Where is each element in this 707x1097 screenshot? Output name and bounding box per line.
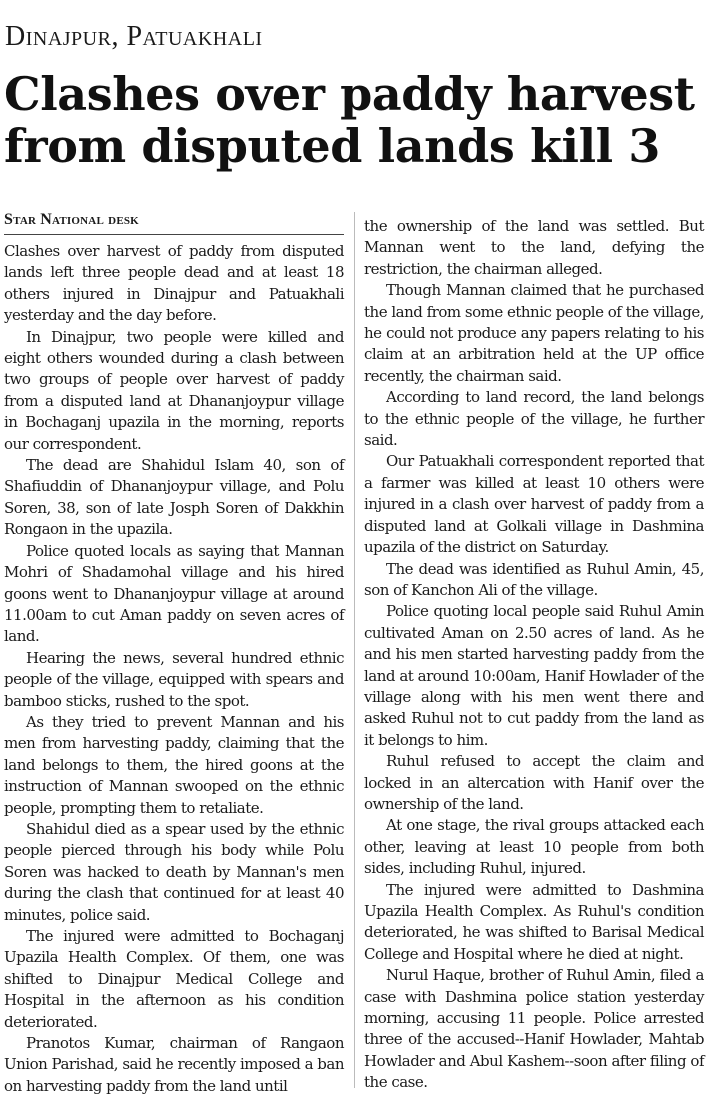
- column-divider: [354, 212, 355, 1088]
- article-column-left: [4, 210, 344, 1097]
- paragraph: The dead was identified as Ruhul Amin, 45, son of Kanchon Ali of the village.: [364, 559, 704, 599]
- paragraph: Though Mannan claimed that he purchased the land from some ethnic people of the village, he could not produce any papers relating to his claim at an arbitration held at the UP office recently, the chairman said.: [364, 281, 704, 385]
- headline: [4, 68, 704, 172]
- paragraph: Police quoting local people said Ruhul Amin cultivated Aman on 2.50 acres of land. As he and his men started harvesting paddy from the land at around 10:00am, Hanif Howlader of the village along with his men went there and asked Ruhul not to cut paddy from the land as it belongs to him.: [364, 602, 704, 749]
- paragraph: Nurul Haque, brother of Ruhul Amin, filed a case with Dashmina police station yesterday morning, accusing 11 people. Police arrested three of the accused--Hanif Howlader, Mahtab Howlader and Abul Kashem--soon after filing of the case.: [364, 966, 704, 1092]
- article-column-right: [364, 216, 704, 1094]
- byline: Star National desk: [4, 210, 344, 235]
- dateline: Dinajpur, Patuakhali: [5, 21, 263, 52]
- paragraph: Hearing the news, several hundred ethnic people of the village, equipped with spears and bamboo sticks, rushed to the spot.: [4, 648, 344, 710]
- headline-line-2: from disputed lands kill 3: [4, 119, 660, 173]
- headline-line-1: Clashes over paddy harvest: [4, 67, 695, 121]
- paragraph: At one stage, the rival groups attacked each other, leaving at least 10 people from both sides, including Ruhul, injured.: [364, 816, 704, 878]
- paragraph: The injured were admitted to Dashmina Upazila Health Complex. As Ruhul's condition deteriorated, he was shifted to Barisal Medical College and Hospital where he died at night.: [364, 880, 704, 963]
- paragraph: Pranotos Kumar, chairman of Rangaon Union Parishad, said he recently imposed a ban on harvesting paddy from the land until: [4, 1034, 345, 1095]
- paragraph: Police quoted locals as saying that Mannan Mohri of Shadamohal village and his hired goons went to Dhananjoypur village at around 11.00am to cut Aman paddy on seven acres of land.: [4, 541, 344, 646]
- paragraph: According to land record, the land belongs to the ethnic people of the village, he further said.: [364, 388, 704, 450]
- paragraph: The dead are Shahidul Islam 40, son of Shafiuddin of Dhananjoypur village, and Polu Soren, 38, son of late Josph Soren of Dakkhin Rongaon in the upazila.: [4, 456, 344, 539]
- paragraph: Ruhul refused to accept the claim and locked in an altercation with Hanif over the ownership of the land.: [364, 752, 704, 813]
- paragraph: the ownership of the land was settled. But Mannan went to the land, defying the restriction, the chairman alleged.: [364, 217, 704, 278]
- paragraph: Our Patuakhali correspondent reported that a farmer was killed at least 10 others were injured in a clash over harvest of paddy from a disputed land at Golkali village in Dashmina upazila of the district on Saturday.: [364, 452, 704, 557]
- paragraph: As they tried to prevent Mannan and his men from harvesting paddy, claiming that the land belongs to them, the hired goons at the instruction of Mannan swooped on the ethnic people, prompting them to retaliate.: [4, 712, 344, 817]
- paragraph: In Dinajpur, two people were killed and eight others wounded during a clash between two groups of people over harvest of paddy from a disputed land at Dhananjoypur village in Bochaganj upazila in the morning, reports our correspondent.: [4, 327, 344, 453]
- paragraph: Shahidul died as a spear used by the ethnic people pierced through his body while Polu Soren was hacked to death by Mannan's men during the clash that continued for at least 40 minutes, police said.: [4, 819, 344, 924]
- paragraph: The injured were admitted to Bochaganj Upazila Health Complex. Of them, one was shifted to Dinajpur Medical College and Hospital in the afternoon as his condition deteriorated.: [4, 927, 344, 1031]
- paragraph: Clashes over harvest of paddy from disputed lands left three people dead and at least 18 others injured in Dinajpur and Patuakhali yesterday and the day before.: [4, 242, 344, 325]
